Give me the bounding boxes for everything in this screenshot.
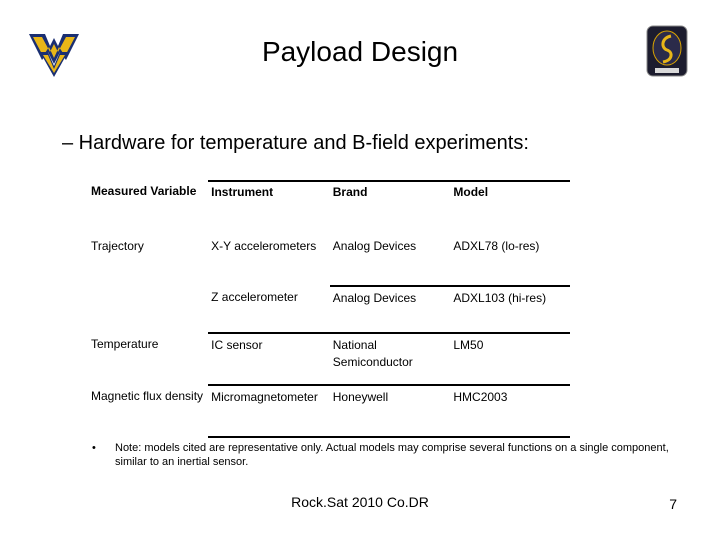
slide-footer: Rock.Sat 2010 Co.DR <box>291 494 429 510</box>
table-row <box>88 234 570 286</box>
table-row <box>88 286 570 333</box>
table-row <box>88 333 570 385</box>
header-brand: Brand <box>330 181 451 234</box>
table-header-row <box>88 181 570 234</box>
cell-model: ADXL103 (hi-res) <box>450 286 570 333</box>
hardware-table <box>88 180 570 438</box>
header-model: Model <box>450 181 570 234</box>
footnote <box>92 441 672 469</box>
slide-subtitle: – Hardware for temperature and B-field experiments: <box>62 132 529 154</box>
cell-model: ADXL78 (lo-res) <box>450 234 570 286</box>
cell-variable: Trajectory <box>91 239 144 253</box>
header-instrument: Instrument <box>208 181 330 234</box>
table-row <box>88 385 570 437</box>
cell-brand: National Semiconductor <box>330 333 451 385</box>
cell-variable: Temperature <box>91 337 159 351</box>
cell-variable <box>88 286 208 333</box>
footnote-text: Note: models cited are representative only. Actual models may comprise several functions on a single component, similar to an inertial sensor. <box>115 442 669 468</box>
cell-brand: Honeywell <box>330 385 451 437</box>
cell-instrument: Micromagnetometer <box>208 385 330 437</box>
cell-instrument: Z accelerometer <box>208 286 330 333</box>
header-measured-variable: Measured Variable <box>91 184 197 198</box>
page-number: 7 <box>669 496 677 512</box>
cell-variable: Magnetic flux density <box>91 389 204 403</box>
cell-instrument: X-Y accelerometers <box>211 239 317 253</box>
cell-instrument: IC sensor <box>208 333 330 385</box>
cell-model: HMC2003 <box>450 385 570 437</box>
slide-title: Payload Design <box>261 36 459 67</box>
cell-model: LM50 <box>450 333 570 385</box>
bullet-icon: • <box>92 442 96 454</box>
cell-brand: Analog Devices <box>330 234 451 286</box>
cell-brand: Analog Devices <box>330 286 451 333</box>
